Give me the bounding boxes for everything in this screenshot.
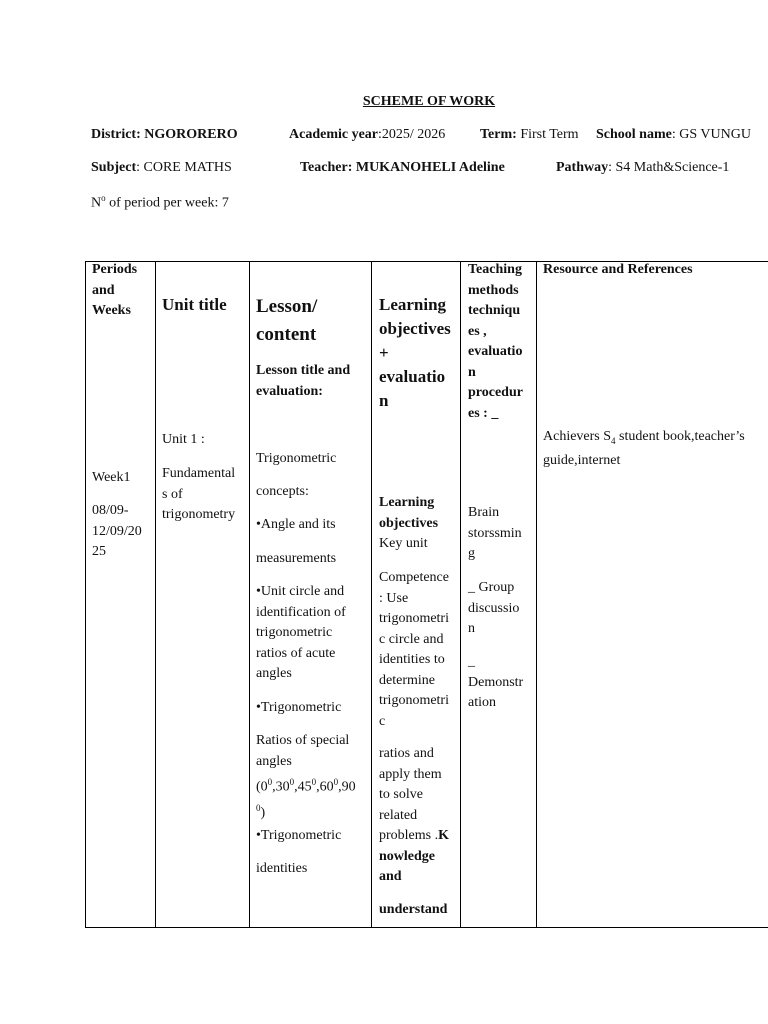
competence-line: determine: [379, 672, 435, 688]
periods-prefix: N: [91, 195, 102, 211]
degree-sup: 0: [256, 803, 261, 814]
competence-line: apply them: [379, 766, 442, 782]
header-periods-weeks: [92, 260, 137, 322]
angle-part: ,45: [294, 779, 312, 795]
pathway-value: : S4 Math&Science-1: [608, 160, 730, 175]
lesson-text: Trigonometric: [260, 828, 342, 843]
table-border: [371, 261, 372, 927]
angle-part: ,60: [316, 779, 334, 795]
lesson-item: concepts:: [256, 484, 309, 499]
district-value: NGORORERO: [144, 127, 238, 142]
method-line: storssmin: [468, 525, 522, 541]
header-line: +: [379, 343, 389, 362]
degree-sup: 0: [267, 777, 273, 787]
header-line: Lesson title and: [256, 363, 351, 378]
lesson-text: Ratios of special: [256, 733, 350, 748]
lesson-text: Unit circle and: [260, 584, 345, 599]
method-item: [468, 503, 522, 565]
table-border: [536, 261, 537, 927]
competence-line: to solve: [379, 787, 423, 802]
competence-line: trigonometri: [379, 611, 449, 626]
unit-name: [162, 464, 235, 526]
week-label: Week1: [92, 470, 131, 485]
lesson-text: ratios of acute: [256, 645, 336, 661]
method-line: discussio: [468, 600, 520, 616]
teacher-field: [300, 160, 505, 176]
lesson-text: Angle and its: [260, 517, 336, 532]
degree-sup: 0: [289, 777, 295, 787]
table-border: [249, 261, 250, 927]
method-line: _ Group: [468, 580, 515, 595]
lesson-item: [256, 515, 336, 536]
subject-label: Subject: [91, 160, 137, 175]
special-angles: [256, 772, 356, 798]
academic-year-field: [289, 127, 445, 143]
unit-line: trigonometry: [162, 507, 236, 522]
competence-line: related: [379, 807, 418, 823]
header-line: Periods: [92, 262, 138, 277]
competence-line: : Use: [379, 590, 409, 606]
unit-line: s of: [162, 486, 183, 502]
periods-sup: o: [101, 193, 106, 203]
method-line: ation: [468, 695, 496, 710]
table-border: [155, 261, 156, 927]
competence-line: ratios and: [379, 746, 434, 761]
pathway-label: Pathway: [556, 160, 609, 175]
competence-line: Competence: [379, 570, 449, 585]
pathway-field: [556, 160, 729, 176]
angle-part: (0: [256, 779, 268, 795]
competence-line: trigonometri: [379, 693, 449, 708]
competence-continued: [379, 744, 449, 888]
lesson-item: [256, 826, 341, 847]
method-line: Brain: [468, 505, 500, 520]
header-line: es : _: [468, 405, 499, 421]
school-field: [596, 127, 751, 143]
lesson-subheader: [256, 361, 350, 402]
school-value: : GS VUNGU: [671, 127, 751, 142]
unit-line: Fundamental: [162, 466, 236, 481]
header-line: objectives: [379, 319, 451, 338]
title-line: objectives: [379, 515, 439, 531]
lesson-item: [256, 698, 341, 719]
header-line: and: [92, 282, 115, 298]
degree-sup: 0: [311, 777, 317, 787]
resources-line: guide,internet: [543, 453, 621, 469]
teacher-label: Teacher: MUKANOHELI Adeline: [300, 160, 505, 175]
header-line: techniqu: [468, 303, 521, 318]
competence-line: c: [379, 713, 386, 729]
degree-sup: 0: [333, 777, 339, 787]
angle-part: ,90: [338, 779, 356, 795]
header-line: n: [379, 391, 389, 410]
method-line: n: [468, 621, 475, 636]
header-line: evaluatio: [379, 367, 446, 386]
header-line: Lesson/: [256, 296, 318, 317]
header-line: evaluation:: [256, 383, 323, 399]
competence-text: [379, 568, 449, 732]
special-angles-close: [256, 798, 356, 824]
header-line: n: [468, 364, 476, 380]
header-resources: Resource and References: [543, 262, 693, 277]
angle-part: ,30: [272, 779, 290, 795]
lesson-item: Trigonometric: [256, 451, 337, 466]
term-field: [480, 127, 579, 143]
lesson-text: trigonometric: [256, 625, 333, 640]
title-line: Learning: [379, 495, 435, 510]
header-unit-title: Unit title: [162, 295, 227, 314]
academic-year-label: Academic year: [289, 127, 379, 142]
knowledge-line: nowledge: [379, 848, 435, 864]
school-label: School name: [596, 127, 672, 142]
header-line: methods: [468, 282, 519, 298]
lesson-item: measurements: [256, 551, 337, 566]
competence-line: problems .: [379, 828, 439, 843]
lesson-text: angles: [256, 666, 292, 681]
periods-per-week: [91, 193, 229, 212]
resources-sub: 4: [611, 435, 616, 446]
competence-line: identities to: [379, 652, 445, 667]
subject-field: [91, 160, 232, 176]
document-title: SCHEME OF WORK: [362, 94, 496, 109]
resources-part: Achievers S: [543, 429, 612, 444]
date-line: 25: [92, 544, 106, 559]
week-dates: [92, 501, 142, 563]
table-border: [85, 261, 86, 927]
lesson-item: [256, 582, 346, 685]
lesson-text: identification of: [256, 604, 346, 620]
lesson-item: identities: [256, 861, 308, 876]
term-value: First Term: [520, 127, 579, 142]
table-bottom-border: [85, 927, 768, 928]
resources-part: student book,teacher’s: [615, 429, 745, 444]
table-border: [460, 261, 461, 927]
date-line: 12/09/20: [92, 523, 142, 539]
header-line: Teaching: [468, 262, 522, 277]
term-label: Term:: [480, 127, 521, 142]
district-label: District:: [91, 127, 145, 142]
unit-number: Unit 1 :: [162, 432, 205, 447]
header-line: evaluatio: [468, 344, 523, 359]
header-lesson-content: [256, 293, 317, 349]
resources-text: [543, 427, 745, 472]
method-item: [468, 578, 519, 640]
header-teaching-methods: [468, 260, 523, 424]
header-line: procedur: [468, 385, 523, 400]
header-line: Weeks: [92, 303, 131, 318]
method-line: Demonstr: [468, 674, 524, 690]
knowledge-start: K: [438, 828, 449, 843]
header-line: es ,: [468, 323, 487, 339]
key-unit-label: Key unit: [379, 536, 428, 551]
knowledge-line: understand: [379, 902, 448, 917]
method-line: g: [468, 546, 475, 561]
method-line: _: [468, 654, 475, 669]
header-line: Learning: [379, 295, 447, 314]
academic-year-value: :2025/ 2026: [378, 127, 446, 142]
date-line: 08/09-: [92, 503, 129, 518]
subject-value: : CORE MATHS: [136, 160, 232, 175]
district-field: [91, 127, 238, 143]
header-learning-objectives: [379, 293, 451, 413]
knowledge-line: and: [379, 869, 402, 884]
lesson-item: [256, 731, 356, 824]
learning-objectives-title: [379, 493, 438, 534]
lesson-text: angles: [256, 753, 292, 769]
header-line: content: [256, 324, 317, 345]
angle-part: ): [260, 805, 266, 821]
competence-line: c circle and: [379, 631, 444, 647]
periods-text: of period per week: 7: [105, 195, 229, 211]
lesson-text: Trigonometric: [260, 700, 342, 715]
method-item: [468, 652, 523, 714]
